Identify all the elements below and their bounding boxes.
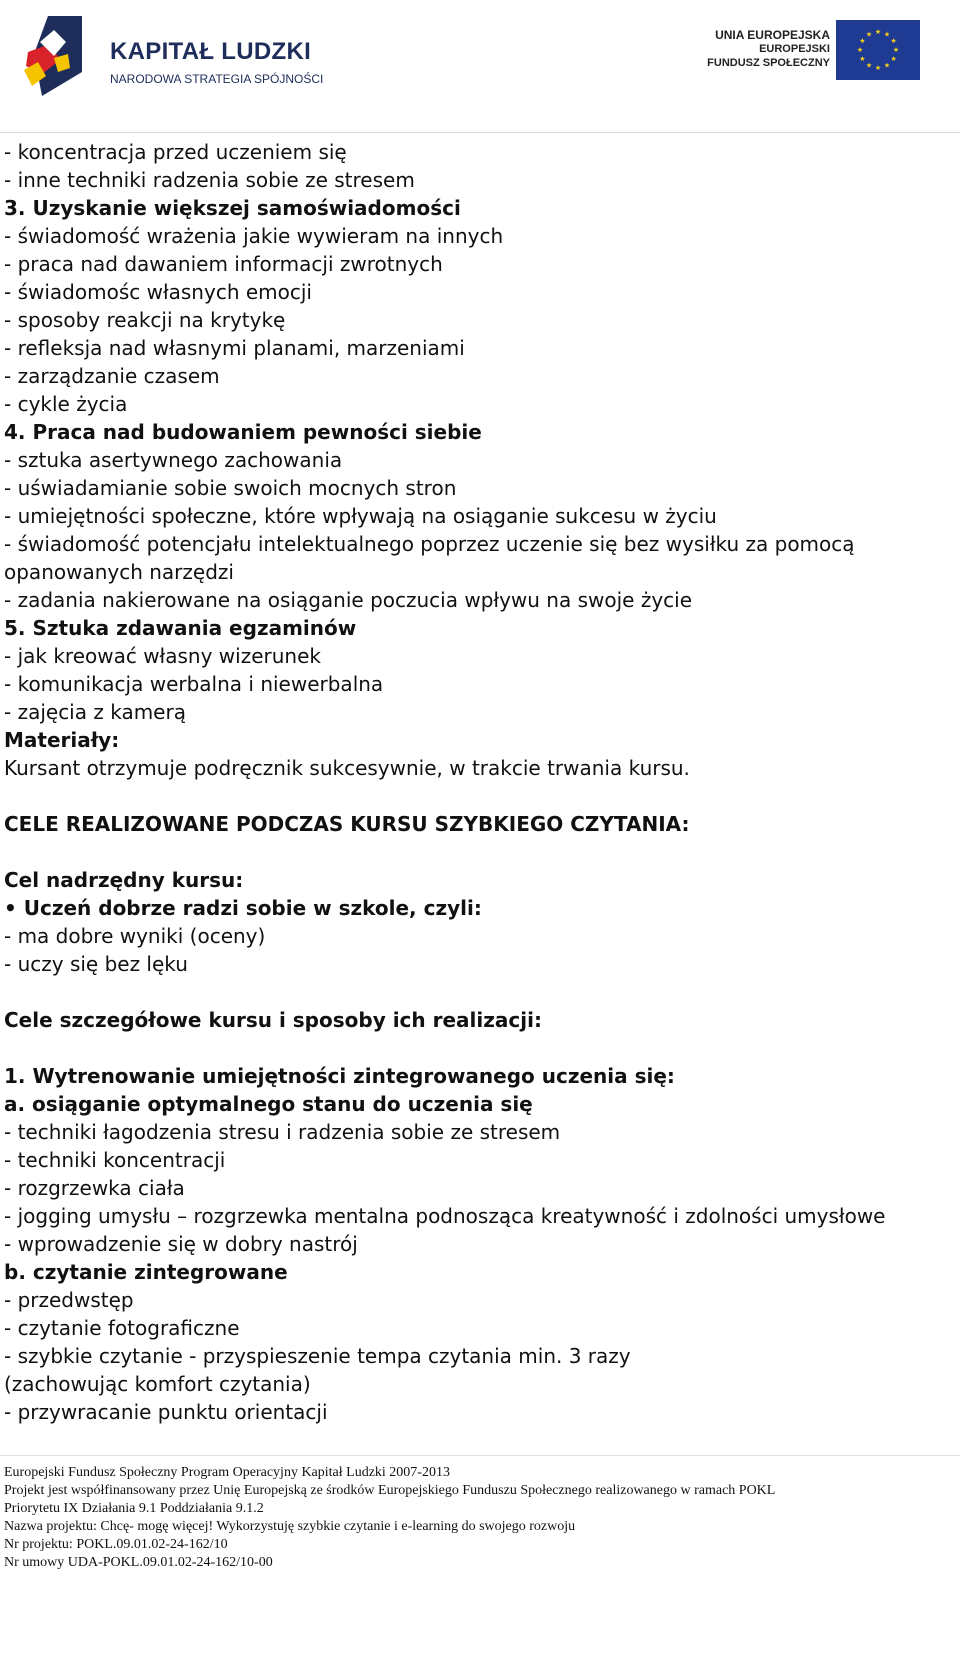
text-line: - komunikacja werbalna i niewerbalna <box>4 672 384 696</box>
section-heading: Materiały: <box>4 728 120 752</box>
svg-text:★: ★ <box>859 55 866 63</box>
text-line: - jogging umysłu – rozgrzewka mentalna podnosząca kreatywność i zdolności umysłowe <box>4 1204 886 1228</box>
svg-text:★: ★ <box>883 61 891 70</box>
text-line: - świadomość wrażenia jakie wywieram na innych <box>4 224 504 248</box>
svg-text:★: ★ <box>890 37 897 45</box>
text-line: - sposoby reakcji na krytykę <box>4 308 286 332</box>
text-line: - jak kreować własny wizerunek <box>4 644 321 668</box>
text-line: opanowanych narzędzi <box>4 560 234 584</box>
text-line: Kursant otrzymuje podręcznik sukcesywnie, w trakcie trwania kursu. <box>4 756 690 780</box>
footer-divider <box>0 1455 960 1456</box>
page-header <box>0 0 960 120</box>
section-heading: Cel nadrzędny kursu: <box>4 868 244 892</box>
eu-logo-text <box>707 28 830 70</box>
section-heading: 5. Sztuka zdawania egzaminów <box>4 616 357 640</box>
text-line: - uświadamianie sobie swoich mocnych stron <box>4 476 457 500</box>
svg-text:★: ★ <box>883 30 891 39</box>
kapital-ludzki-logo <box>24 14 324 104</box>
text-line: - rozgrzewka ciała <box>4 1176 185 1200</box>
svg-text:★: ★ <box>890 55 897 63</box>
footer-line: Nazwa projektu: Chcę- mogę więcej! Wykorzystuję szybkie czytanie i e-learning do swojego rozwoju <box>4 1519 576 1534</box>
text-line: - cykle życia <box>4 392 128 416</box>
section-heading: 4. Praca nad budowaniem pewności siebie <box>4 420 482 444</box>
text-line: - przedwstęp <box>4 1288 134 1312</box>
blank-line <box>4 1034 954 1062</box>
footer-line: Europejski Fundusz Społeczny Program Operacyjny Kapitał Ludzki 2007-2013 <box>4 1465 450 1480</box>
svg-text:★: ★ <box>874 64 882 72</box>
text-line: - świadomośc własnych emocji <box>4 280 312 304</box>
text-line: - umiejętności społeczne, które wpływają na osiąganie sukcesu w życiu <box>4 504 717 528</box>
text-line: - sztuka asertywnego zachowania <box>4 448 343 472</box>
logo-title: KAPITAŁ LUDZKI <box>110 38 312 65</box>
footer-line: Nr umowy UDA-POKL.09.01.02-24-162/10-00 <box>4 1555 273 1570</box>
eu-flag-icon <box>836 20 920 80</box>
text-line: (zachowując komfort czytania) <box>4 1372 311 1396</box>
text-line: - wprowadzenie się w dobry nastrój <box>4 1232 358 1256</box>
text-line: - ma dobre wyniki (oceny) <box>4 924 266 948</box>
text-line: - praca nad dawaniem informacji zwrotnych <box>4 252 443 276</box>
text-line: - techniki koncentracji <box>4 1148 226 1172</box>
section-heading: 1. Wytrenowanie umiejętności zintegrowanego uczenia się: <box>4 1064 675 1088</box>
svg-text:★: ★ <box>892 46 900 54</box>
section-heading: 3. Uzyskanie większej samoświadomości <box>4 196 461 220</box>
text-line: - techniki łagodzenia stresu i radzenia sobie ze stresem <box>4 1120 561 1144</box>
section-heading: • Uczeń dobrze radzi sobie w szkole, czyli: <box>4 896 482 920</box>
text-line: - zajęcia z kamerą <box>4 700 186 724</box>
svg-text:★: ★ <box>859 37 866 45</box>
svg-text:★: ★ <box>856 46 864 54</box>
eu-logo-line2: EUROPEJSKI <box>759 43 830 55</box>
text-line: - czytanie fotograficzne <box>4 1316 240 1340</box>
kapital-ludzki-emblem-icon <box>24 14 84 98</box>
footer-line: Projekt jest współfinansowany przez Unię Europejską ze środków Europejskiego Funduszu Społecznego realizowanego w ramach POKL <box>4 1483 776 1498</box>
section-heading: a. osiąganie optymalnego stanu do uczenia się <box>4 1092 533 1116</box>
text-line: - refleksja nad własnymi planami, marzeniami <box>4 336 465 360</box>
footer-line: Priorytetu IX Działania 9.1 Poddziałania 9.1.2 <box>4 1501 264 1516</box>
svg-text:★: ★ <box>865 61 873 70</box>
blank-line <box>4 978 954 1006</box>
blank-line <box>4 838 954 866</box>
text-line: - szybkie czytanie - przyspieszenie tempa czytania min. 3 razy <box>4 1344 631 1368</box>
footer-line: Nr projektu: POKL.09.01.02-24-162/10 <box>4 1537 228 1552</box>
text-line: - zarządzanie czasem <box>4 364 220 388</box>
section-heading: Cele szczegółowe kursu i sposoby ich realizacji: <box>4 1008 542 1032</box>
text-line: - koncentracja przed uczeniem się <box>4 140 347 164</box>
section-heading: CELE REALIZOWANE PODCZAS KURSU SZYBKIEGO CZYTANIA: <box>4 812 690 836</box>
logo-subtitle: NARODOWA STRATEGIA SPÓJNOŚCI <box>110 72 324 86</box>
eu-logo-line3: FUNDUSZ SPOŁECZNY <box>707 57 830 69</box>
text-line: - świadomość potencjału intelektualnego poprzez uczenie się bez wysiłku za pomocą <box>4 532 855 556</box>
text-line: - przywracanie punktu orientacji <box>4 1400 328 1424</box>
eu-logo <box>690 20 920 90</box>
document-body <box>4 138 954 1426</box>
svg-text:★: ★ <box>865 30 873 39</box>
header-divider <box>0 132 960 133</box>
section-heading: b. czytanie zintegrowane <box>4 1260 288 1284</box>
eu-logo-line1: UNIA EUROPEJSKA <box>715 28 830 42</box>
text-line: - inne techniki radzenia sobie ze stresem <box>4 168 415 192</box>
text-line: - zadania nakierowane na osiąganie poczucia wpływu na swoje życie <box>4 588 693 612</box>
text-line: - uczy się bez lęku <box>4 952 188 976</box>
blank-line <box>4 782 954 810</box>
page-footer <box>4 1464 954 1572</box>
svg-text:★: ★ <box>874 28 882 36</box>
